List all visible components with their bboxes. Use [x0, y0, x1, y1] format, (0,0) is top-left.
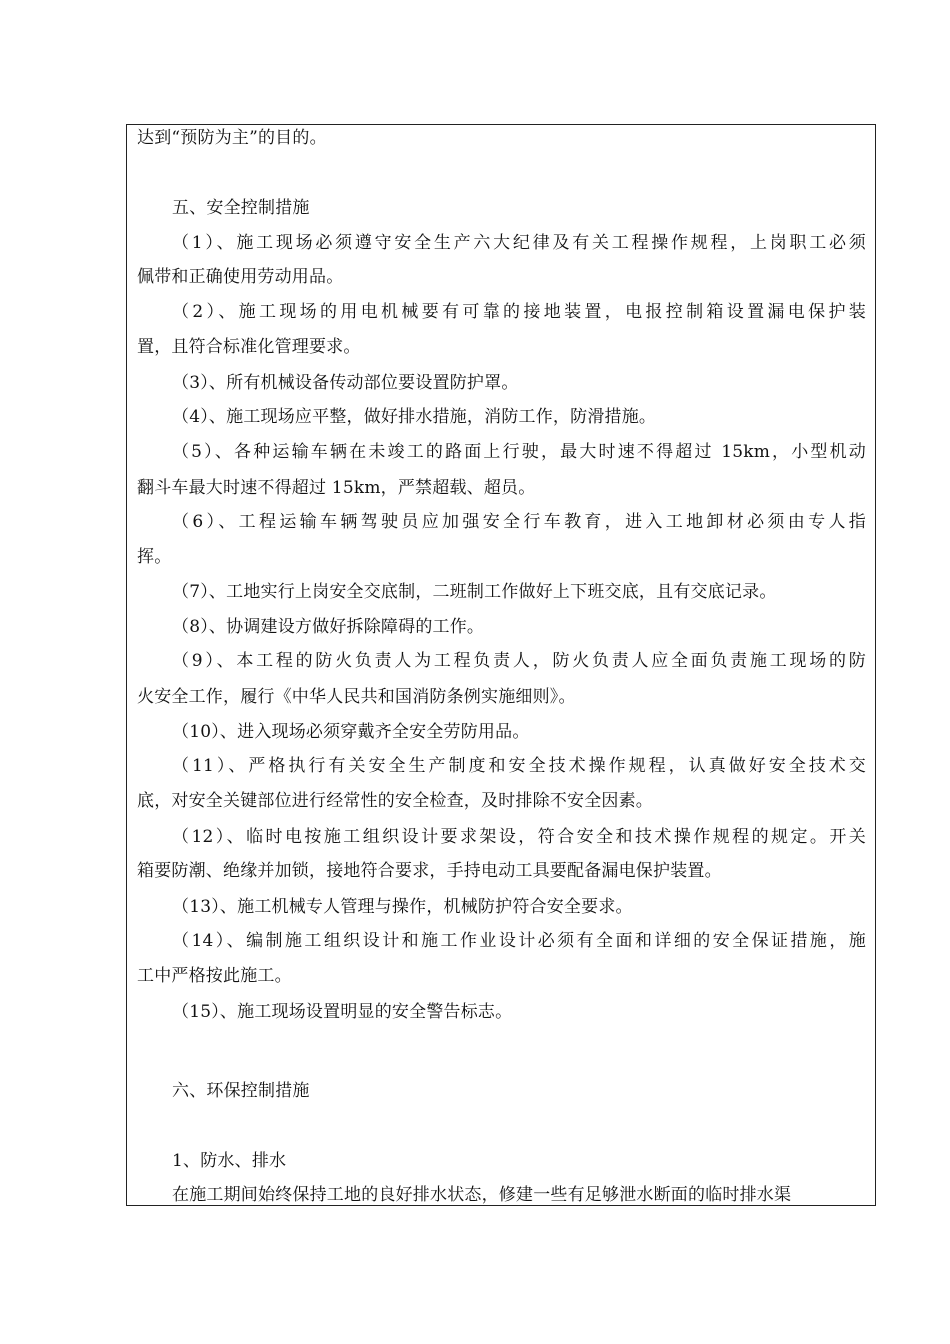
document-frame [126, 124, 876, 1206]
list-item-line: 挥。 [137, 547, 172, 567]
list-item-line: 底，对安全关键部位进行经常性的安全检查，及时排除不安全因素。 [137, 791, 653, 811]
list-item-line: 火安全工作，履行《中华人民共和国消防条例实施细则》。 [137, 687, 576, 707]
list-item-line: （4）、施工现场应平整，做好排水措施，消防工作，防滑措施。 [172, 407, 657, 427]
continuation-text: 达到“预防为主”的目的。 [137, 128, 327, 148]
list-item-line: （15）、施工现场设置明显的安全警告标志。 [172, 1002, 513, 1022]
list-item-line: （10）、进入现场必须穿戴齐全安全劳防用品。 [172, 722, 530, 742]
list-item-line: （5）、各种运输车辆在未竣工的路面上行驶，最大时速不得超过 15km，小型机动 [172, 442, 866, 462]
list-item-line: （13）、施工机械专人管理与操作，机械防护符合安全要求。 [172, 897, 633, 917]
section-heading-environment: 六、环保控制措施 [172, 1081, 310, 1101]
list-item-line: （8）、协调建设方做好拆除障碍的工作。 [172, 617, 485, 637]
sub-heading-drainage: 1、防水、排水 [172, 1151, 287, 1171]
list-item-line: （11）、严格执行有关安全生产制度和安全技术操作规程，认真做好安全技术交 [172, 756, 866, 776]
list-item-line: 佩带和正确使用劳动用品。 [137, 267, 344, 287]
list-item-line: （6）、工程运输车辆驾驶员应加强安全行车教育，进入工地卸材必须由专人指 [172, 512, 866, 532]
list-item-line: 箱要防潮、绝缘并加锁，接地符合要求，手持电动工具要配备漏电保护装置。 [137, 861, 722, 881]
list-item-line: （2）、施工现场的用电机械要有可靠的接地装置，电报控制箱设置漏电保护装 [172, 302, 866, 322]
list-item-line: （3）、所有机械设备传动部位要设置防护罩。 [172, 373, 519, 393]
list-item-line: （9）、本工程的防火负责人为工程负责人，防火负责人应全面负责施工现场的防 [172, 651, 866, 671]
list-item-line: （1）、施工现场必须遵守安全生产六大纪律及有关工程操作规程，上岗职工必须 [172, 233, 866, 253]
list-item-line: 翻斗车最大时速不得超过 15km，严禁超载、超员。 [137, 478, 536, 498]
list-item-line: （7）、工地实行上岗安全交底制，二班制工作做好上下班交底，且有交底记录。 [172, 582, 777, 602]
section-heading-safety: 五、安全控制措施 [172, 198, 310, 218]
paragraph-line: 在施工期间始终保持工地的良好排水状态，修建一些有足够泄水断面的临时排水渠 [172, 1185, 792, 1205]
list-item-line: 工中严格按此施工。 [137, 966, 292, 986]
list-item-line: （14）、编制施工组织设计和施工作业设计必须有全面和详细的安全保证措施，施 [172, 931, 866, 951]
list-item-line: 置，且符合标准化管理要求。 [137, 337, 361, 357]
list-item-line: （12）、临时电按施工组织设计要求架设，符合安全和技术操作规程的规定。开关 [172, 827, 866, 847]
